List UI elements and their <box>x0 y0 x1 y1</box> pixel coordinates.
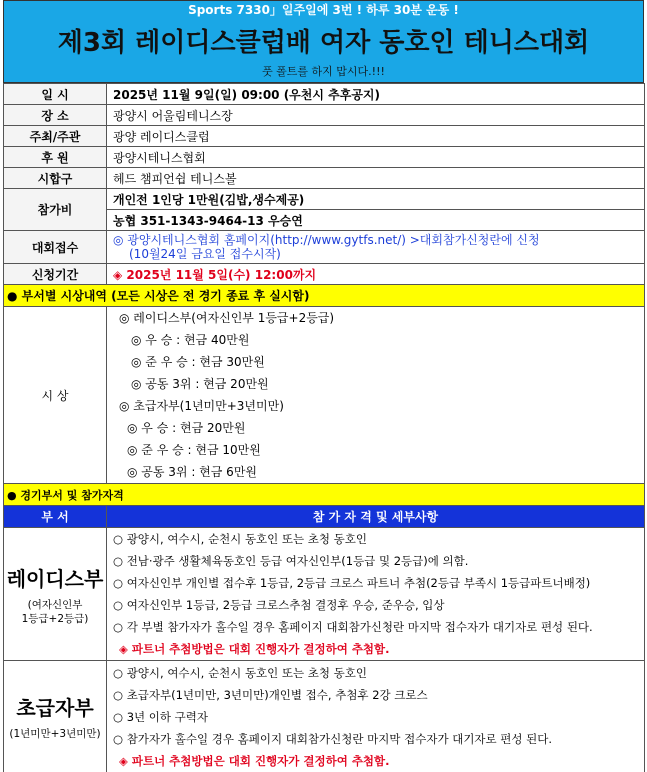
beginner-division-sub: (1년미만+3년미만) <box>9 728 101 740</box>
beginner-prize-3: ◎ 공동 3위 : 현금 6만원 <box>127 465 258 479</box>
beginner-requirements <box>107 661 645 772</box>
col-details: 참 가 자 격 및 세부사항 <box>107 506 645 528</box>
beginner-req-2: ○ 초급자부(1년미만, 3년미만)개인별 접수, 추첨후 2강 크로스 <box>113 687 428 702</box>
beginner-division-cell <box>4 661 107 772</box>
fee-account: 농협 351-1343-9464-13 우승연 <box>107 210 645 231</box>
reception-label: 대회접수 <box>4 231 107 264</box>
beginner-prize-1: ◎ 우 승 : 현금 20만원 <box>127 421 246 435</box>
row-beginner <box>4 661 645 772</box>
ladies-note: ◈ 파트너 추첨방법은 대회 진행자가 결정하여 추첨함. <box>119 642 390 656</box>
ladies-req-3: ○ 여자신인부 개인별 접수후 1등급, 2등급 크로스 파트너 추첨(2등급 부족시 1등급파트너배정) <box>113 576 591 590</box>
period-value: ◈ 2025년 11월 5일(수) 12:00까지 <box>107 264 645 285</box>
venue-label: 장 소 <box>4 105 107 126</box>
prize-section-title: ● 부서별 시상내역 (모든 시상은 전 경기 종료 후 실시함) <box>4 285 645 307</box>
row-ladies <box>4 528 645 661</box>
ball-label: 시합구 <box>4 168 107 189</box>
prize-label: 시 상 <box>4 307 107 484</box>
ladies-requirements <box>107 528 645 661</box>
row-sponsor <box>4 147 645 168</box>
ladies-req-1: ○ 광양시, 여수시, 순천시 동호인 또는 초청 동호인 <box>113 532 368 546</box>
beginner-division-name: 초급자부 <box>16 696 94 720</box>
eligibility-section-row <box>4 484 645 506</box>
ladies-division-sub1: (여자신인부 <box>27 598 83 611</box>
eligibility-header-row <box>4 506 645 528</box>
host-label: 주최/주관 <box>4 126 107 147</box>
reception-link[interactable]: ◎ 광양시테니스협회 홈페이지(http://www.gytfs.net/) >대회참가신청란에 신청 <box>113 233 540 247</box>
ladies-req-2: ○ 전남·광주 생활체육동호인 등급 여자신인부(1등급 및 2등급)에 의함. <box>113 554 469 568</box>
reception-value <box>107 231 645 264</box>
reception-start: (10월24일 금요일 접수시작) <box>129 247 281 261</box>
fee-label: 참가비 <box>4 189 107 231</box>
ladies-division-sub2: 1등급+2등급) <box>21 612 89 625</box>
beginner-req-4: ○ 참가자가 홀수일 경우 홈페이지 대회참가신청란 마지막 접수자가 대기자로 편성 된다. <box>113 731 553 746</box>
row-reception <box>4 231 645 264</box>
ladies-division-name: 레이디스부 <box>6 566 104 591</box>
ladies-division-cell <box>4 528 107 661</box>
ladies-req-4: ○ 여자신인부 1등급, 2등급 크로스추첨 결정후 우승, 준우승, 입상 <box>113 598 445 612</box>
subtitle: 풋 폴트를 하지 맙시다.!!! <box>262 65 385 78</box>
ladies-prize-1: ◎ 우 승 : 현금 40만원 <box>131 333 250 347</box>
beginner-note: ◈ 파트너 추첨방법은 대회 진행자가 결정하여 추첨함. <box>119 753 390 768</box>
info-table <box>3 83 645 772</box>
host-value: 광양 레이디스클럽 <box>107 126 645 147</box>
eligibility-section-title: ● 경기부서 및 참가자격 <box>4 484 645 506</box>
poster-header <box>3 0 644 83</box>
prize-section-row <box>4 285 645 307</box>
page-title: 제3회 레이디스클럽배 여자 동호인 테니스대회 <box>57 28 590 58</box>
slogan: Sports 7330」일주일에 3번 ! 하루 30분 운동 ! <box>188 3 459 17</box>
ladies-req-5: ○ 각 부별 참가자가 홀수일 경우 홈페이지 대회참가신청란 마지막 접수자가 대기자로 편성 된다. <box>113 620 593 634</box>
row-period <box>4 264 645 285</box>
sponsor-value: 광양시테니스협회 <box>107 147 645 168</box>
venue-value: 광양시 어울림테니스장 <box>107 105 645 126</box>
ladies-prize-title: ◎ 레이디스부(여자신인부 1등급+2등급) <box>119 311 335 325</box>
sponsor-label: 후 원 <box>4 147 107 168</box>
date-label: 일 시 <box>4 84 107 105</box>
row-venue <box>4 105 645 126</box>
row-prizes <box>4 307 645 484</box>
col-division: 부 서 <box>4 506 107 528</box>
ladies-prize-2: ◎ 준 우 승 : 현금 30만원 <box>131 355 265 369</box>
period-label: 신청기간 <box>4 264 107 285</box>
prize-list <box>107 307 645 484</box>
beginner-req-3: ○ 3년 이하 구력자 <box>113 709 208 724</box>
row-fee <box>4 189 645 210</box>
row-ball <box>4 168 645 189</box>
fee-value: 개인전 1인당 1만원(김밥,생수제공) <box>107 189 645 210</box>
row-date <box>4 84 645 105</box>
ball-value: 헤드 챔피언쉽 테니스볼 <box>107 168 645 189</box>
ladies-prize-3: ◎ 공동 3위 : 현금 20만원 <box>131 377 269 391</box>
beginner-prize-title: ◎ 초급자부(1년미만+3년미만) <box>119 399 284 413</box>
row-host <box>4 126 645 147</box>
beginner-prize-2: ◎ 준 우 승 : 현금 10만원 <box>127 443 261 457</box>
beginner-req-1: ○ 광양시, 여수시, 순천시 동호인 또는 초청 동호인 <box>113 665 368 680</box>
date-value: 2025년 11월 9일(일) 09:00 (우천시 추후공지) <box>107 84 645 105</box>
